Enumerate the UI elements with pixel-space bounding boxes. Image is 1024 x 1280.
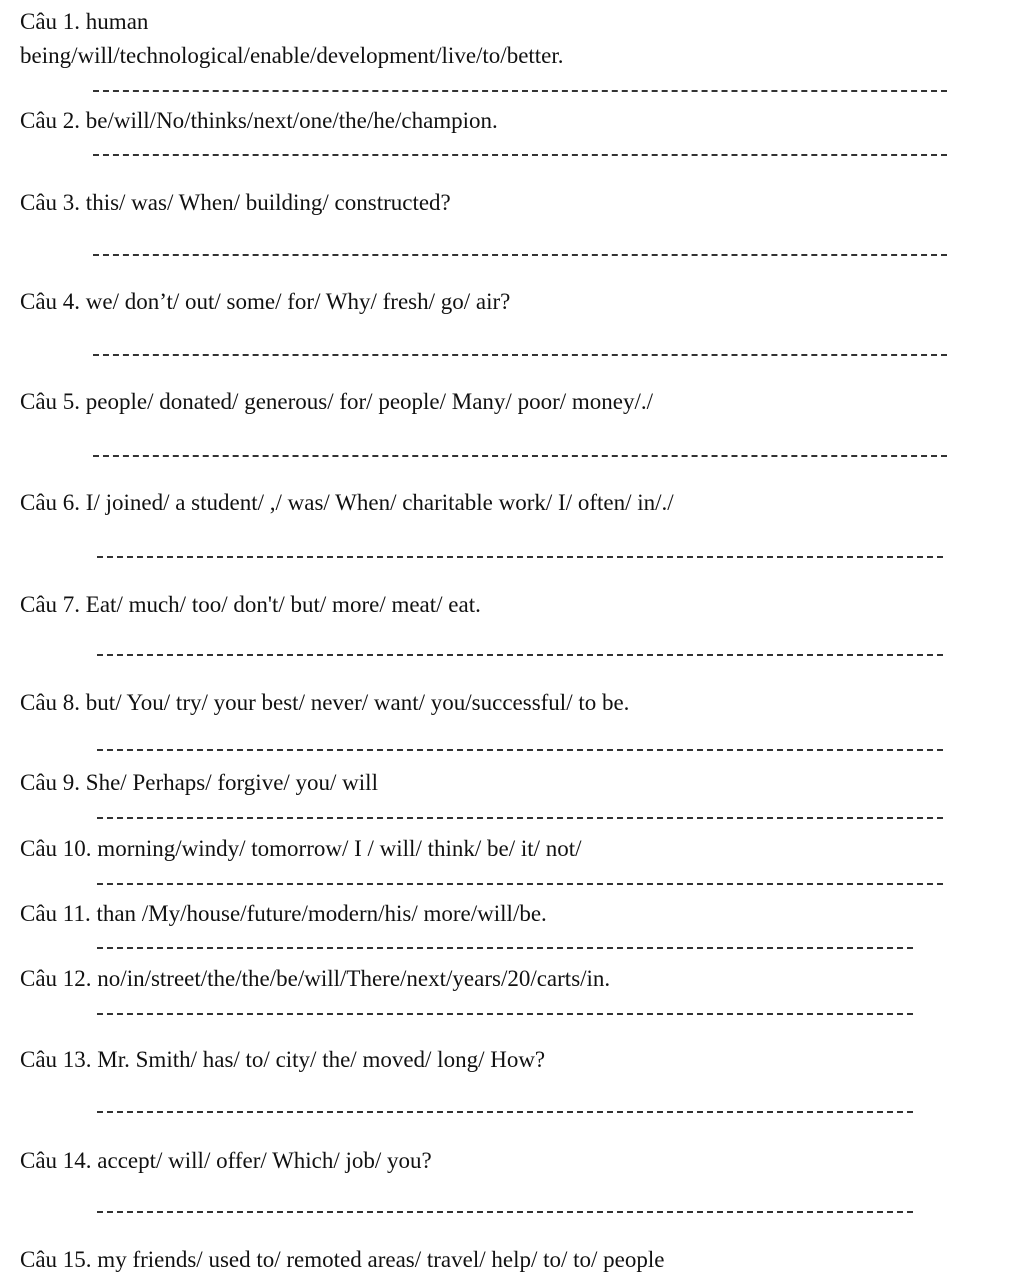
question-3-text: Câu 3. this/ was/ When/ building/ constructed? [20, 190, 451, 215]
question-10-text: Câu 10. morning/windy/ tomorrow/ I / will/ think/ be/ it/ not/ [20, 836, 582, 861]
answer-line-6[interactable] [97, 556, 943, 558]
question-8-text: Câu 8. but/ You/ try/ your best/ never/ want/ you/successful/ to be. [20, 690, 630, 715]
question-1-text: Câu 1. human [20, 9, 149, 34]
question-15-text: Câu 15. my friends/ used to/ remoted areas/ travel/ help/ to/ to/ people [20, 1247, 665, 1272]
answer-line-5[interactable] [93, 455, 947, 457]
question-6-text: Câu 6. I/ joined/ a student/ ,/ was/ When/ charitable work/ I/ often/ in/./ [20, 490, 674, 515]
answer-line-9[interactable] [97, 817, 943, 819]
answer-line-1[interactable] [93, 90, 947, 92]
question-9-text: Câu 9. She/ Perhaps/ forgive/ you/ will [20, 770, 378, 795]
answer-line-14[interactable] [97, 1211, 913, 1213]
question-14-text: Câu 14. accept/ will/ offer/ Which/ job/ you? [20, 1148, 432, 1173]
question-13-text: Câu 13. Mr. Smith/ has/ to/ city/ the/ moved/ long/ How? [20, 1047, 546, 1072]
answer-line-4[interactable] [93, 354, 947, 356]
question-11-text: Câu 11. than /My/house/future/modern/his/ more/will/be. [20, 901, 547, 926]
answer-line-13[interactable] [97, 1111, 913, 1113]
answer-line-12[interactable] [97, 1013, 913, 1015]
answer-line-7[interactable] [97, 654, 943, 656]
question-2-text: Câu 2. be/will/No/thinks/next/one/the/he/champion. [20, 108, 498, 133]
question-5-text: Câu 5. people/ donated/ generous/ for/ people/ Many/ poor/ money/./ [20, 389, 653, 414]
question-1-text-continued: being/will/technological/enable/development/live/to/better. [20, 43, 564, 68]
question-7-text: Câu 7. Eat/ much/ too/ don't/ but/ more/ meat/ eat. [20, 592, 481, 617]
answer-line-2[interactable] [93, 154, 947, 156]
answer-line-10[interactable] [97, 883, 943, 885]
answer-line-3[interactable] [93, 254, 947, 256]
question-12-text: Câu 12. no/in/street/the/the/be/will/There/next/years/20/carts/in. [20, 966, 611, 991]
answer-line-8[interactable] [97, 749, 943, 751]
question-4-text: Câu 4. we/ don’t/ out/ some/ for/ Why/ fresh/ go/ air? [20, 289, 511, 314]
answer-line-11[interactable] [97, 947, 913, 949]
